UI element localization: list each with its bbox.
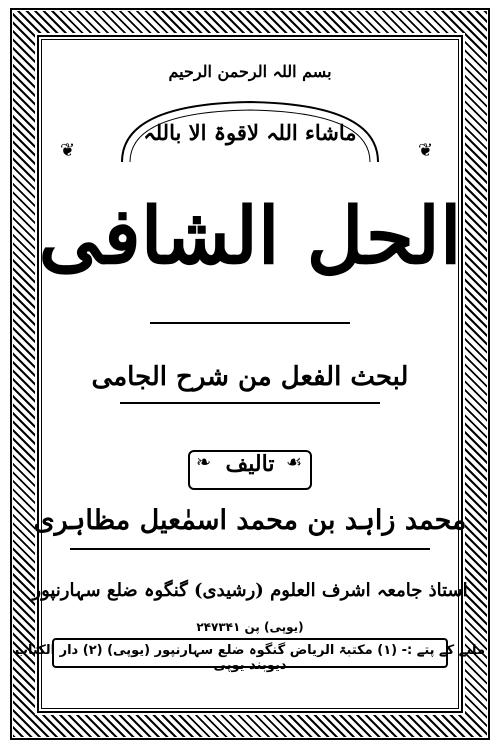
pin-code: (یوپی) پن ۲۴۷۳۴۱ xyxy=(196,620,304,634)
author-name: محمد زاہد بن محمد اسمٰعیل مظاہری xyxy=(33,505,467,536)
flourish-right-icon: ❦ xyxy=(418,140,434,161)
subtitle-underline xyxy=(120,402,380,404)
book-subtitle: لبحث الفعل من شرح الجامی xyxy=(91,362,409,392)
book-title: الحل الشافی xyxy=(38,191,462,282)
author-underline xyxy=(70,548,430,550)
distribution-addresses: ملنے کے پتے :- (۱) مکتبۃ الریاض گنگوہ ضلع سہارنپور (یوپی) (۲) دار الکتاب دیوبند یوپی xyxy=(14,643,486,673)
flourish-left-icon: ❦ xyxy=(60,140,76,161)
talif-flourish-left-icon: ❧ xyxy=(196,452,212,473)
bismillah: بسم اللہ الرحمن الرحیم xyxy=(168,62,332,81)
author-affiliation: استاذ جامعہ اشرف العلوم (رشیدی) گنگوہ ضلع سہارنپور xyxy=(32,580,468,601)
talif-flourish-right-icon: ☙ xyxy=(286,452,303,473)
masha-allah-line: ماشاء اللہ لاقوۃ الا باللہ xyxy=(143,120,357,145)
title-underline xyxy=(150,322,350,324)
talif-label: تالیف xyxy=(225,451,275,477)
